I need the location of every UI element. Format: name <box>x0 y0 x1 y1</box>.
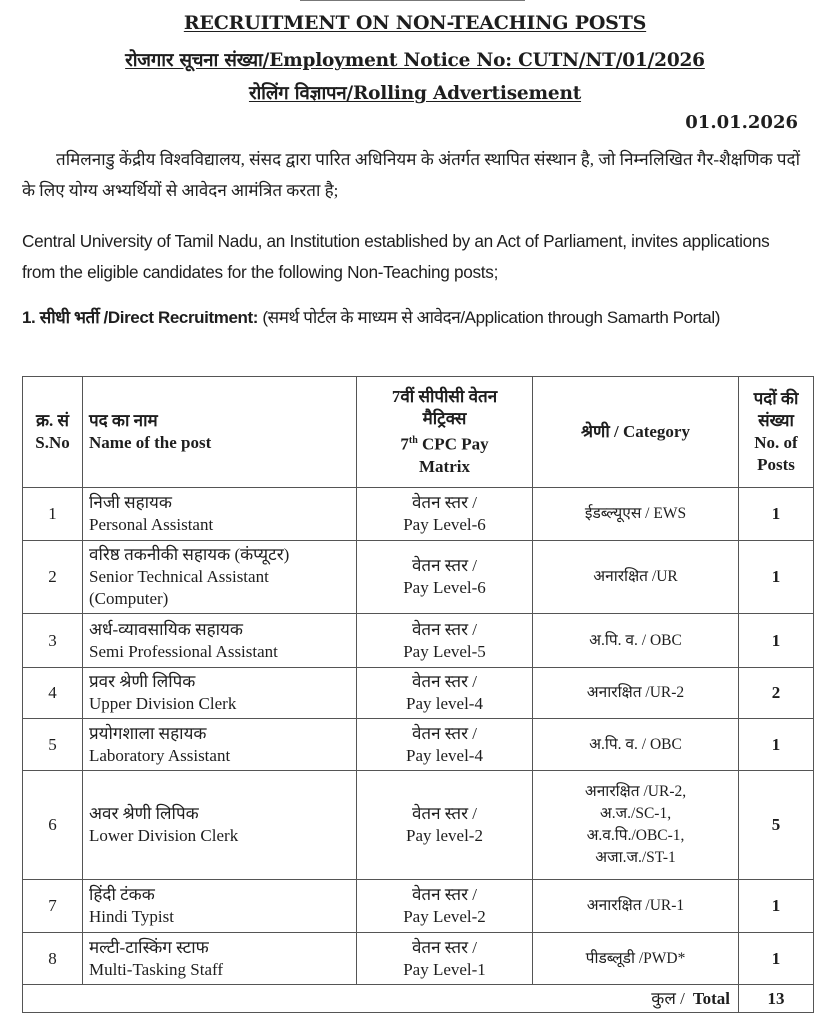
pay-level-hindi: वेतन स्तर / <box>411 937 478 957</box>
post-name-english: Senior Technical Assistant (Computer) <box>89 567 269 608</box>
cell-sno: 1 <box>23 488 83 541</box>
post-name-hindi: मल्टी-टास्किंग स्टाफ <box>89 937 209 957</box>
cell-post-name <box>83 614 357 668</box>
table-row <box>23 614 814 668</box>
table-row <box>23 488 814 541</box>
cell-pay-level <box>357 614 533 668</box>
table-row <box>23 668 814 719</box>
category-line: अनारक्षित /UR-2 <box>586 684 685 701</box>
pay-level-hindi: वेतन स्तर / <box>411 556 478 575</box>
pay-level-hindi: वेतन स्तर / <box>411 723 478 743</box>
cell-category <box>533 933 739 985</box>
cell-category <box>533 614 739 668</box>
post-name-english: Multi-Tasking Staff <box>89 959 224 979</box>
top-border-line <box>300 0 525 1</box>
post-name-english: Hindi Typist <box>89 907 174 926</box>
table-row <box>23 880 814 933</box>
total-value: 13 <box>739 985 814 1013</box>
table-row <box>23 771 814 880</box>
cell-post-name <box>83 719 357 771</box>
table-header-row <box>23 377 814 488</box>
pay-level-english: Pay Level-2 <box>403 907 486 926</box>
cell-category <box>533 880 739 933</box>
cell-sno: 4 <box>23 668 83 719</box>
table-row <box>23 933 814 985</box>
cell-post-name <box>83 880 357 933</box>
cell-category <box>533 668 739 719</box>
pay-level-english: Pay Level-5 <box>403 641 486 661</box>
cell-sno: 6 <box>23 771 83 880</box>
cell-post-name <box>83 668 357 719</box>
post-name-hindi: अवर श्रेणी लिपिक <box>89 804 199 823</box>
category-line: अनारक्षित /UR-2, <box>584 783 687 800</box>
post-name-english: Laboratory Assistant <box>89 745 231 765</box>
notice-date: 01.01.2026 <box>685 112 798 133</box>
cell-sno: 3 <box>23 614 83 668</box>
cell-no-of-posts: 2 <box>739 668 814 719</box>
cell-no-of-posts: 1 <box>739 541 814 614</box>
employment-notice-number: रोजगार सूचना संख्या/Employment Notice No: CUTN/NT/01/2026 <box>125 50 705 71</box>
cell-no-of-posts: 1 <box>739 880 814 933</box>
cell-pay-level <box>357 541 533 614</box>
post-name-hindi: प्रयोगशाला सहायक <box>89 723 207 743</box>
table-row <box>23 719 814 771</box>
document-title: RECRUITMENT ON NON-TEACHING POSTS <box>183 12 647 34</box>
cell-post-name <box>83 488 357 541</box>
header-category: श्रेणी / Category <box>533 377 739 488</box>
category-line: अ.पि. व. / OBC <box>589 735 682 753</box>
pay-level-english: Pay Level-6 <box>403 515 486 534</box>
header-post-name: पद का नाम Name of the post <box>83 377 357 488</box>
cell-sno: 7 <box>23 880 83 933</box>
category-line: अजा.ज./ST-1 <box>595 849 676 866</box>
pay-level-english: Pay Level-6 <box>403 578 486 597</box>
category-line: अनारक्षित /UR <box>593 568 678 585</box>
header-pay-matrix: 7वीं सीपीसी वेतन मैट्रिक्स 7th CPC Pay Matrix <box>357 377 533 488</box>
cell-no-of-posts: 1 <box>739 933 814 985</box>
cell-no-of-posts: 1 <box>739 488 814 541</box>
pay-level-hindi: वेतन स्तर / <box>411 619 478 639</box>
cell-post-name <box>83 771 357 880</box>
header-no-of-posts: पदों की संख्या No. of Posts <box>739 377 814 488</box>
intro-hindi: तमिलनाडु केंद्रीय विश्वविद्यालय, संसद द्वारा पारित अधिनियम के अंतर्गत स्थापित संस्थान है, जो निम्नलिखित गैर-शैक्षणिक पदों के लिए योग्य अभ्यर्थियों से आवेदन आमंत्रित करता है; <box>22 150 800 200</box>
post-name-hindi: वरिष्ठ तकनीकी सहायक (कंप्यूटर) <box>89 545 290 564</box>
cell-category <box>533 771 739 880</box>
post-name-english: Semi Professional Assistant <box>89 641 278 661</box>
post-name-english: Personal Assistant <box>89 515 214 534</box>
pay-level-english: Pay level-4 <box>406 745 483 765</box>
post-name-hindi: अर्ध-व्यावसायिक सहायक <box>89 619 243 639</box>
category-line: ईडब्ल्यूएस / EWS <box>584 505 687 522</box>
pay-level-hindi: वेतन स्तर / <box>411 672 478 691</box>
section-direct-recruitment <box>22 302 800 333</box>
pay-level-hindi: वेतन स्तर / <box>411 885 478 904</box>
cell-pay-level <box>357 719 533 771</box>
pay-level-hindi: वेतन स्तर / <box>411 804 478 823</box>
post-name-hindi: प्रवर श्रेणी लिपिक <box>89 672 196 691</box>
posts-table <box>22 376 814 1013</box>
header-sno: क्र. सं S.No <box>23 377 83 488</box>
category-line: अ.पि. व. / OBC <box>589 631 682 649</box>
pay-level-english: Pay Level-1 <box>403 959 486 979</box>
cell-sno: 2 <box>23 541 83 614</box>
section-note: (समर्थ पोर्टल के माध्यम से आवेदन/Application through Samarth Portal) <box>258 308 720 327</box>
cell-post-name <box>83 541 357 614</box>
cell-pay-level <box>357 880 533 933</box>
post-name-hindi: हिंदी टंकक <box>89 885 155 904</box>
cell-no-of-posts: 1 <box>739 614 814 668</box>
cell-pay-level <box>357 668 533 719</box>
pay-level-english: Pay level-2 <box>406 826 483 845</box>
pay-level-english: Pay level-4 <box>406 694 483 713</box>
post-name-english: Upper Division Clerk <box>89 694 237 713</box>
section-heading: 1. सीधी भर्ती /Direct Recruitment: <box>22 308 259 327</box>
cell-sno: 8 <box>23 933 83 985</box>
cell-category <box>533 488 739 541</box>
table-total-row <box>23 985 814 1013</box>
cell-no-of-posts: 1 <box>739 719 814 771</box>
cell-pay-level <box>357 771 533 880</box>
intro-english: Central University of Tamil Nadu, an Institution established by an Act of Parliament, invites applications from the eligible candidates for the following Non-Teaching posts; <box>22 231 770 282</box>
pay-level-hindi: वेतन स्तर / <box>411 493 478 512</box>
category-line: अ.ज./SC-1, <box>599 805 672 822</box>
total-label: कुल / Total <box>23 985 739 1013</box>
post-name-hindi: निजी सहायक <box>89 493 172 512</box>
cell-category <box>533 541 739 614</box>
category-line: अ.व.पि./OBC-1, <box>586 827 685 844</box>
cell-pay-level <box>357 488 533 541</box>
table-row <box>23 541 814 614</box>
cell-category <box>533 719 739 771</box>
category-line: पीडब्लूडी /PWD* <box>585 949 686 967</box>
cell-pay-level <box>357 933 533 985</box>
category-line: अनारक्षित /UR-1 <box>586 897 685 914</box>
cell-sno: 5 <box>23 719 83 771</box>
rolling-advertisement-heading: रोलिंग विज्ञापन/Rolling Advertisement <box>248 83 582 104</box>
cell-no-of-posts: 5 <box>739 771 814 880</box>
post-name-english: Lower Division Clerk <box>89 826 239 845</box>
cell-post-name <box>83 933 357 985</box>
